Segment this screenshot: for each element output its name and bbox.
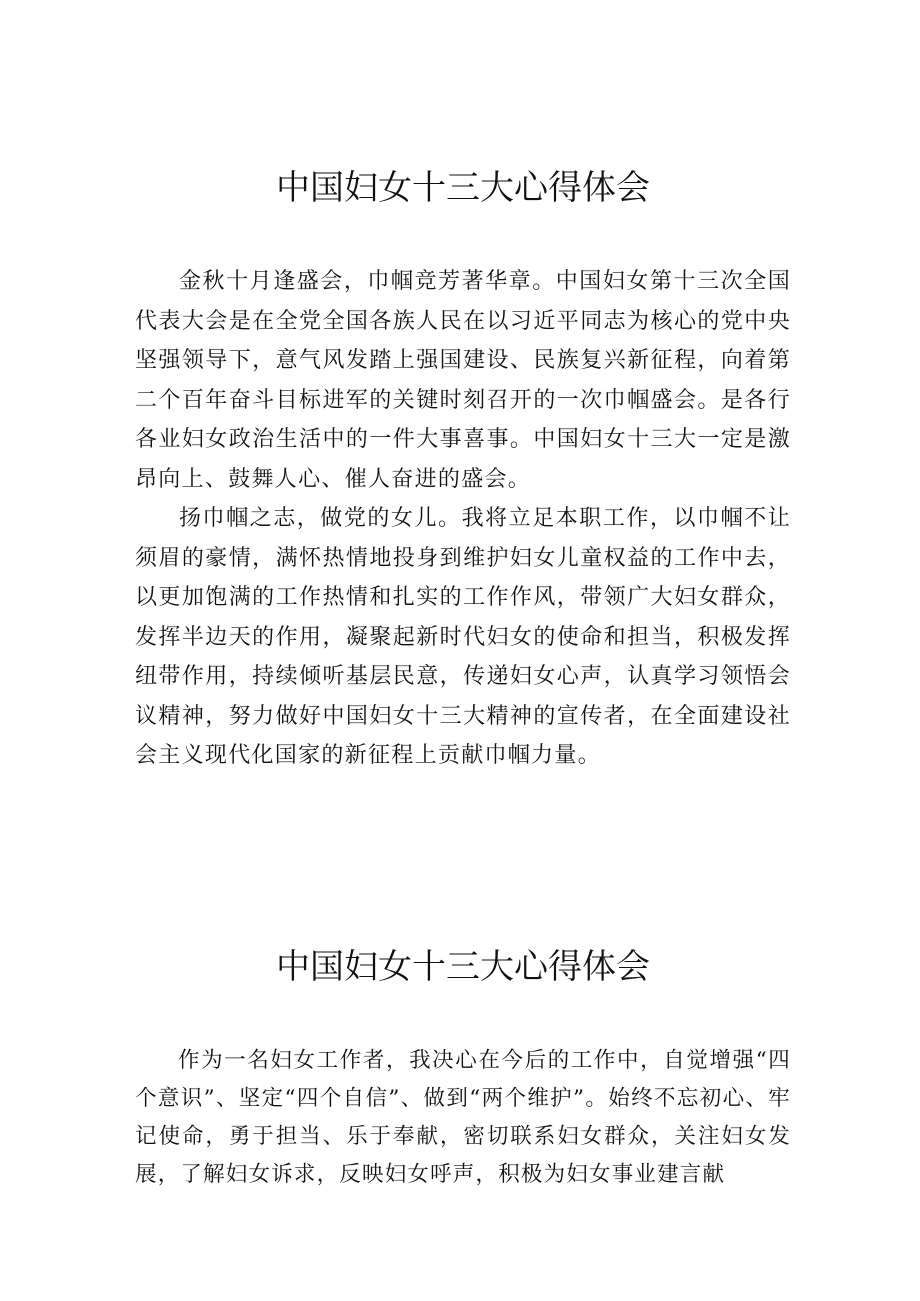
section-1-title: 中国妇女十三大心得体会	[276, 168, 650, 208]
section-1-paragraph-1: 金秋十月逢盛会，巾帼竞芳著华章。中国妇女第十三次全国代表大会是在全党全国各族人民在以习近平同志为核心的党中央坚强领导下，意气风发踏上强国建设、民族复兴新征程，向着第二个百年奋斗目标进军的关键时刻召开的一次巾帼盛会。是各行各业妇女政治生活中的一件大事喜事。中国妇女十三大一定是激昂向上、鼓舞人心、催人奋进的盛会。	[135, 269, 791, 492]
section-1-body	[135, 262, 791, 776]
section-2-body	[135, 1042, 791, 1194]
section-2-header	[135, 947, 791, 987]
section-2-paragraph-1: 作为一名妇女工作者，我决心在今后的工作中，自觉增强“四个意识”、坚定“四个自信”、做到“两个维护”。始终不忘初心、牢记使命，勇于担当、乐于奉献，密切联系妇女群众，关注妇女发展，了解妇女诉求，反映妇女呼声，积极为妇女事业建言献	[135, 1048, 791, 1187]
section-2-title: 中国妇女十三大心得体会	[276, 947, 650, 987]
section-1-paragraph-2: 扬巾帼之志，做党的女儿。我将立足本职工作，以巾帼不让须眉的豪情，满怀热情地投身到维护妇女儿童权益的工作中去，以更加饱满的工作热情和扎实的工作作风，带领广大妇女群众，发挥半边天的作用，凝聚起新时代妇女的使命和担当，积极发挥纽带作用，持续倾听基层民意，传递妇女心声，认真学习领悟会议精神，努力做好中国妇女十三大精神的宣传者，在全面建设社会主义现代化国家的新征程上贡献巾帼力量。	[135, 506, 791, 768]
section-1-header	[135, 168, 791, 208]
